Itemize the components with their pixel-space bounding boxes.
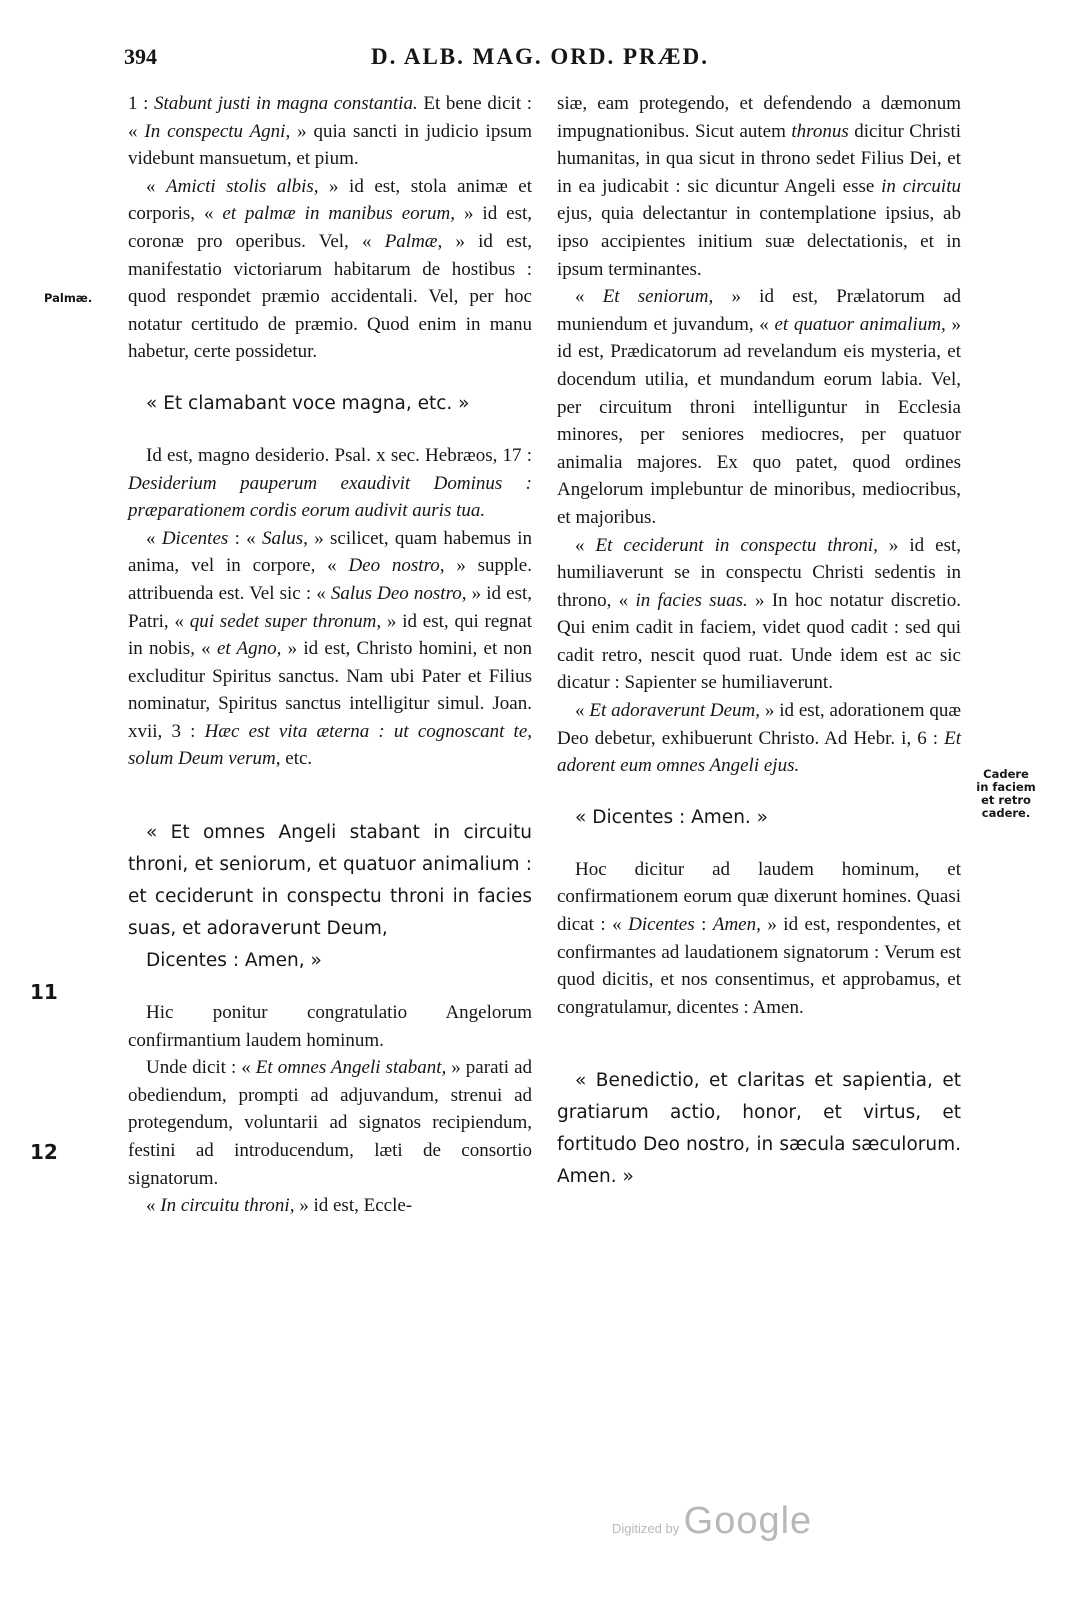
right-column (557, 90, 961, 1193)
paragraph: Unde dicit : « Et omnes Angeli stabant, » parati ad obediendum, prompti ad adjuvandum, strenui ad protegendum, voluntarii ad signatos recipiendum, festini ad introducendum, læti de consortio signatorum. (128, 1057, 533, 1189)
paragraph: « Dicentes : « Salus, » scilicet, quam habemus in anima, vel in corpore, « Deo nostro, » supple. attribuenda est. Vel sic : « Salus Deo nostro, » id est, Patri, « qui sedet super thronum, » id est, qui regnat in nobis, « et Agno, » id est, Christo homini, et non excluditur Spiritus sanctus. Nam ubi Pater et Filius nominatur, Spiritus sanctus intelligitur simul. Joan. xvii, 3 : Hæc est vita æterna : ut cognoscant te, solum Deum verum, etc. (128, 527, 533, 770)
google-logo: Google (683, 1500, 813, 1542)
verse-number-12: 12 (30, 1140, 58, 1164)
paragraph: 1 : Stabunt justi in magna constantia. Et bene dicit : « In conspectu Agni, » quia sancti in judicio ipsum videbunt mansuetum, et pium. (128, 93, 532, 170)
paragraph: « Et ceciderunt in conspectu throni, » id est, humiliaverunt se in conspectu Christi sedentis in throno, « in facies suas. » In hoc notatur discretio. Qui enim cadit in faciem, videt quod cadit : sed qui cadit retro, nescit quod ruat. Unde idem est ac sic dicatur : Sapienter se humiliaverunt. (557, 534, 962, 694)
google-watermark: Digitized by Google (612, 1500, 813, 1542)
paragraph: Hoc dicitur ad laudem hominum, et confirmationem eorum quæ dixerunt homines. Quasi dicat : « Dicentes : Amen, » id est, respondentes, et confirmantes ad laudationem signatorum : Verum est quod dicitis, et nos consentimus, et approbamus, et congratulamur, dicentes : Amen. (557, 858, 962, 1018)
running-title: D. ALB. MAG. ORD. PRÆD. (371, 44, 709, 69)
lemma-benedictio: « Benedictio, et claritas et sapientia, et gratiarum actio, honor, et virtus, et fortitudo Deo nostro, in sæcula sæculorum. Amen. » (557, 1070, 961, 1188)
paragraph: « Et adoraverunt Deum, » id est, adorationem quæ Deo debetur, exhibuerunt Christo. Ad Hebr. i, 6 : Et adorent eum omnes Angeli ejus. (557, 700, 961, 777)
paragraph: Id est, magno desiderio. Psal. x sec. Hebræos, 17 : Desiderium pauperum exaudivit Dominus : præparationem cordis eorum audivit auris tua. (128, 444, 532, 522)
page-number: 394 (124, 44, 157, 69)
lemma-clamabant: « Et clamabant voce magna, etc. » (146, 392, 470, 414)
paragraph: siæ, eam protegendo, et defendendo a dæmonum impugnationibus. Sicut autem thronus dicitur Christi humanitas, in qua sicut in throno sedet Filius Dei, et in ea judicabit : sic dicuntur Angeli esse in circuitu ejus, quia delectantur in contemplatione ipsius, ab ipso accipientes initium suæ delectationis, et in ipsum terminantes. (557, 93, 961, 280)
margin-note-cadere: Cadere in faciem et retro cadere. (976, 767, 1036, 820)
paragraph: « Et seniorum, » id est, Prælatorum ad muniendum et juvandum, « et quatuor animalium, » id est, Prædicatorum ad revelandum eis mysteria, et docendum utilia, et mundandum eorum labia. Vel, per circuitum throni intelliguntur in Ecclesia minores, per seniores mediocres, per quatuor animalia majores. Ex quo patet, quod ordines Angelorum implebuntur de minoribus, mediocribus, et majoribus. (557, 286, 962, 528)
left-column (128, 90, 532, 1220)
lemma-dicentes-amen-right: « Dicentes : Amen. » (575, 806, 768, 828)
verse-number-11: 11 (30, 980, 58, 1004)
lemma-omnes-angeli: « Et omnes Angeli stabant in circuitu throni, et seniorum, et quatuor animalium : et ceciderunt in conspectu throni in facies suas, et adoraverunt Deum, (128, 822, 532, 940)
paragraph: « In circuitu throni, » id est, Eccle- (146, 1195, 413, 1217)
margin-note-palmae: Palmæ. (44, 291, 93, 305)
lemma-dicentes-amen: Dicentes : Amen, » (146, 950, 322, 972)
paragraph: Hic ponitur congratulatio Angelorum confirmantium laudem hominum. (128, 1002, 532, 1051)
paragraph: « Amicti stolis albis, » id est, stola animæ et corporis, « et palmæ in manibus eorum, » id est, coronæ pro operibus. Vel, « Palmæ, » id est, manifestatio victoriarum habitarum de hostibus : quod respondet præmio accidentali. Vel, per hoc notatur certitudo de præmio. Quod enim in manu habetur, certe possidetur. (128, 175, 533, 363)
running-header (124, 44, 956, 76)
